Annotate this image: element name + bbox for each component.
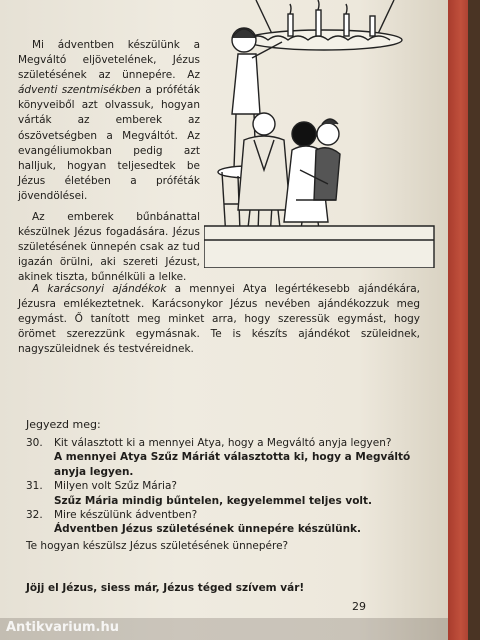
- table: [204, 226, 434, 268]
- intro-p1-part-b: a próféták könyveiből azt olvassuk, hogyan várták az emberek az ószövetségben a Megváltót. Az evangéliumokban pedig azt halljuk, hogyan teljesedtek be Jézus életében a próféták jövendölései.: [18, 84, 201, 202]
- page-number: 29: [352, 600, 366, 613]
- watermark-bar: [0, 618, 448, 640]
- mother-and-child: [284, 119, 340, 236]
- intro-p1-part-a: Mi ádventben készülünk a Megváltó eljövetelének, Jézus születésének az ünnepére. Az: [18, 39, 200, 82]
- intro-text: [18, 38, 200, 292]
- questions-list: [26, 436, 426, 537]
- extra-question: Te hogyan készülsz Jézus születésének ünnepére?: [26, 540, 289, 552]
- question-30: [26, 436, 426, 450]
- question-text: Kit választott ki a mennyei Atya, hogy a Megváltó anyja legyen?: [54, 437, 392, 449]
- answer-31: Szűz Mária mindig bűntelen, kegyelemmel teljes volt.: [54, 494, 373, 507]
- book-spine-shadow: [468, 0, 480, 640]
- answer-32: Ádventben Jézus születésének ünnepére készülünk.: [54, 523, 362, 536]
- father-figure: [238, 113, 290, 228]
- intro-p1-emphasis: ádventi szentmisékben: [18, 84, 141, 97]
- question-number: 30.: [26, 437, 43, 449]
- question-number: 32.: [26, 509, 43, 522]
- question-text: Mire készülünk ádventben?: [54, 509, 198, 522]
- questions-heading: Jegyezd meg:: [26, 418, 101, 431]
- gifts-paragraph: [18, 282, 420, 357]
- watermark-text: Antikvarium.hu: [6, 620, 119, 635]
- gifts-text: a mennyei Atya legértékesebb ajándékára, Jézusra emlékeztetnek. Karácsonykor Jézus nevében ajándékozzuk meg egymást. Ő tanított meg minket arra, hogy szeressük egymást, hogy örömet szerezzünk egymásnak. Te is készíts ajándékot szüleidnek, nagyszüleidnek és testvéreidnek.: [18, 283, 420, 355]
- question-32: [26, 508, 426, 522]
- question-31: [26, 479, 426, 493]
- question-text: Milyen volt Szűz Mária?: [54, 480, 177, 493]
- intro-paragraph-1: [18, 38, 200, 204]
- closing-prayer: Jöjj el Jézus, siess már, Jézus téged szívem vár!: [26, 582, 305, 594]
- advent-wreath: [246, 0, 402, 50]
- gifts-emphasis: A karácsonyi ajándékok: [32, 283, 167, 295]
- intro-paragraph-2: Az emberek bűnbánattal készülnek Jézus fogadására. Jézus születésének ünnepén csak az tud igazán örülni, aki szereti Jézust, akinek tiszta, bűnnélküli a lelke.: [18, 211, 200, 284]
- advent-illustration: [204, 0, 440, 268]
- question-number: 31.: [26, 480, 43, 493]
- answer-30: A mennyei Atya Szűz Máriát választotta ki, hogy a Megváltó anyja legyen.: [54, 451, 411, 478]
